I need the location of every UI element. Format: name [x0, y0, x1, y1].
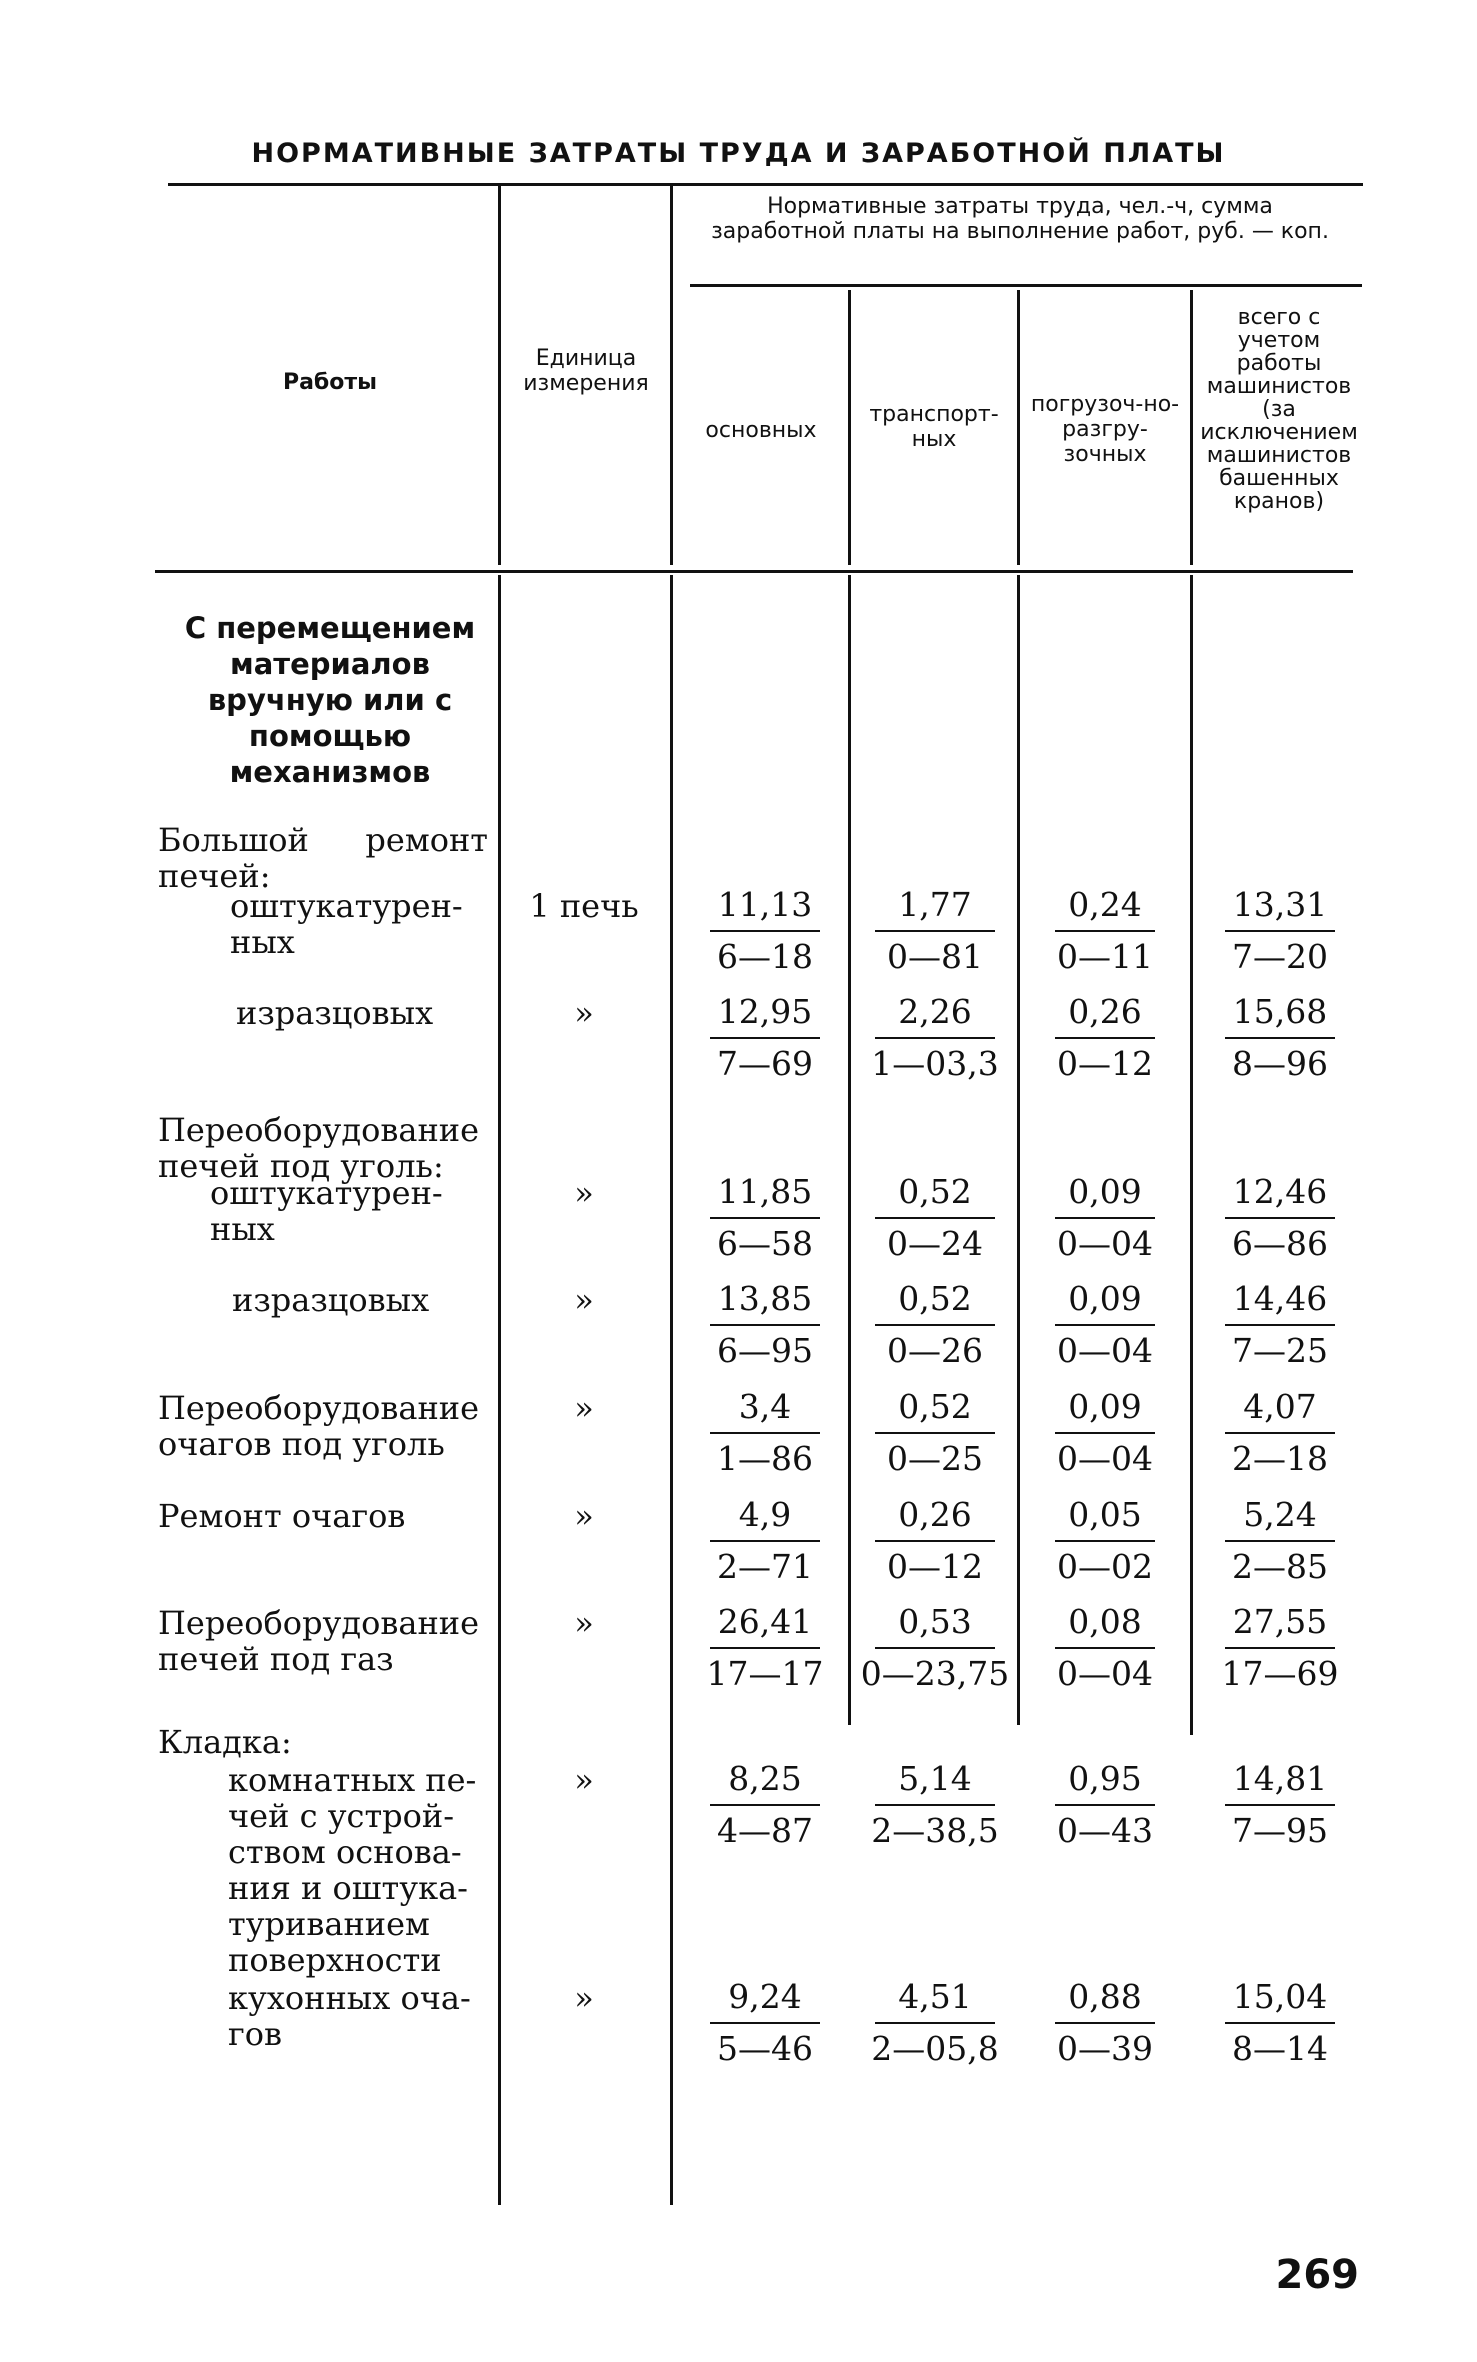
cell-main-labor: 11,13	[717, 885, 813, 924]
header-main: основных	[705, 418, 817, 443]
cell-loading-labor: 0,05	[1068, 1495, 1142, 1534]
fraction-line	[1055, 1037, 1155, 1039]
page-number: 269	[1275, 2252, 1359, 2298]
header-works: Работы	[282, 370, 378, 395]
row-unit: »	[574, 1604, 594, 1642]
fraction-line	[875, 1217, 995, 1219]
cell-main-wage: 6—58	[717, 1224, 813, 1263]
cell-transport-wage: 0—26	[887, 1331, 983, 1370]
cell-main-labor: 3,4	[738, 1387, 792, 1426]
cell-total-wage: 7—95	[1232, 1811, 1328, 1850]
cell-total-labor: 27,55	[1232, 1602, 1328, 1641]
row-unit: »	[574, 1281, 594, 1319]
fraction-line	[1225, 1540, 1335, 1542]
col-divider-3	[848, 290, 851, 565]
row-unit: »	[574, 1174, 594, 1212]
row-unit: »	[574, 1389, 594, 1427]
group-label-big-repair: Большой ремонт печей:	[158, 821, 488, 895]
cell-loading-labor: 0,09	[1068, 1387, 1142, 1426]
cell-main-wage: 5—46	[717, 2029, 813, 2068]
cell-transport-wage: 0—24	[887, 1224, 983, 1263]
cell-transport-labor: 2,26	[898, 992, 972, 1031]
fraction-line	[710, 1647, 820, 1649]
cell-main-wage: 17—17	[706, 1654, 824, 1693]
body-divider-2	[670, 575, 673, 2205]
cell-loading-wage: 0—43	[1057, 1811, 1153, 1850]
row-label: изразцовых	[236, 994, 434, 1032]
cell-total-labor: 15,68	[1232, 992, 1328, 1031]
cell-total-labor: 5,24	[1243, 1495, 1317, 1534]
cell-total-labor: 12,46	[1232, 1172, 1328, 1211]
col-divider-5	[1190, 290, 1193, 565]
cell-main-labor: 12,95	[717, 992, 813, 1031]
row-label: Переоборудование очагов под уголь	[158, 1389, 480, 1463]
row-label: комнатных пе-чей с устрой-ством основа-ния и оштука-туриванием поверхности	[228, 1761, 477, 1979]
fraction-line	[1225, 1804, 1335, 1806]
cell-total-labor: 14,81	[1232, 1759, 1328, 1798]
cell-loading-labor: 0,95	[1068, 1759, 1142, 1798]
cell-transport-labor: 5,14	[898, 1759, 972, 1798]
fraction-line	[1055, 1432, 1155, 1434]
cell-transport-labor: 0,52	[898, 1172, 972, 1211]
fraction-line	[1225, 1432, 1335, 1434]
cell-loading-labor: 0,26	[1068, 992, 1142, 1031]
group-label-masonry: Кладка:	[158, 1723, 292, 1761]
row-label: оштукатурен-ных	[210, 1174, 443, 1248]
header-unit: Единица измерения	[523, 346, 649, 396]
cell-transport-wage: 1—03,3	[871, 1044, 999, 1083]
cell-transport-wage: 0—81	[887, 937, 983, 976]
fraction-line	[710, 1432, 820, 1434]
cell-total-labor: 14,46	[1232, 1279, 1328, 1318]
fraction-line	[1055, 1217, 1155, 1219]
cell-main-wage: 1—86	[717, 1439, 813, 1478]
cell-transport-wage: 0—12	[887, 1547, 983, 1586]
fraction-line	[875, 1432, 995, 1434]
fraction-line	[710, 1037, 820, 1039]
cell-main-labor: 4,9	[738, 1495, 792, 1534]
fraction-line	[1055, 930, 1155, 932]
cell-total-wage: 6—86	[1232, 1224, 1328, 1263]
cell-transport-labor: 1,77	[898, 885, 972, 924]
fraction-line	[1225, 1324, 1335, 1326]
cell-loading-labor: 0,09	[1068, 1279, 1142, 1318]
fraction-line	[1225, 1647, 1335, 1649]
col-divider-2	[670, 185, 673, 565]
fraction-line	[710, 1540, 820, 1542]
fraction-line	[710, 930, 820, 932]
fraction-line	[875, 1324, 995, 1326]
col-divider-1	[498, 185, 501, 565]
cell-loading-wage: 0—11	[1057, 937, 1153, 976]
cell-main-wage: 4—87	[717, 1811, 813, 1850]
fraction-line	[1055, 1804, 1155, 1806]
cell-loading-wage: 0—04	[1057, 1439, 1153, 1478]
cell-transport-labor: 0,53	[898, 1602, 972, 1641]
cell-total-wage: 2—18	[1232, 1439, 1328, 1478]
row-unit: »	[574, 1761, 594, 1799]
cell-main-wage: 2—71	[717, 1547, 813, 1586]
cell-transport-labor: 0,52	[898, 1279, 972, 1318]
section-title: С перемещением материалов вручную или с помощью механизмов	[184, 611, 476, 789]
fraction-line	[875, 1037, 995, 1039]
top-rule	[168, 183, 1363, 186]
header-norms-group: Нормативные затраты труда, чел.-ч, сумма заработной платы на выполнение работ, руб. — коп.	[711, 194, 1329, 244]
row-unit: »	[574, 1497, 594, 1535]
group-header-rule	[690, 284, 1362, 287]
cell-total-wage: 7—25	[1232, 1331, 1328, 1370]
fraction-line	[1225, 1217, 1335, 1219]
cell-loading-wage: 0—39	[1057, 2029, 1153, 2068]
cell-main-labor: 11,85	[717, 1172, 813, 1211]
cell-transport-wage: 0—23,75	[860, 1654, 1010, 1693]
cell-main-labor: 8,25	[728, 1759, 802, 1798]
cell-loading-labor: 0,09	[1068, 1172, 1142, 1211]
header-total: всего с учетом работы машинистов (за исключением машинистов башенных кранов)	[1200, 305, 1358, 514]
fraction-line	[875, 930, 995, 932]
fraction-line	[875, 1540, 995, 1542]
cell-transport-wage: 2—05,8	[871, 2029, 999, 2068]
cell-transport-labor: 4,51	[898, 1977, 972, 2016]
fraction-line	[1225, 1037, 1335, 1039]
group-label-conv-coal: Переоборудование печей под уголь:	[158, 1111, 480, 1185]
cell-total-labor: 13,31	[1232, 885, 1328, 924]
row-label: кухонных оча-гов	[228, 1979, 471, 2053]
col-divider-4	[1017, 290, 1020, 565]
row-unit: 1 печь	[529, 887, 639, 925]
cell-total-labor: 15,04	[1232, 1977, 1328, 2016]
cell-transport-labor: 0,26	[898, 1495, 972, 1534]
cell-main-labor: 9,24	[728, 1977, 802, 2016]
fraction-line	[1225, 2022, 1335, 2024]
cell-loading-wage: 0—12	[1057, 1044, 1153, 1083]
row-label: Переоборудование печей под газ	[158, 1604, 480, 1678]
fraction-line	[1055, 1324, 1155, 1326]
cell-loading-wage: 0—04	[1057, 1331, 1153, 1370]
fraction-line	[710, 1324, 820, 1326]
header-transport: транспорт-ных	[869, 402, 999, 452]
cell-total-wage: 7—20	[1232, 937, 1328, 976]
cell-total-wage: 8—96	[1232, 1044, 1328, 1083]
header-loading: погрузоч-но-разгру-зочных	[1030, 392, 1180, 467]
fraction-line	[1225, 930, 1335, 932]
cell-transport-labor: 0,52	[898, 1387, 972, 1426]
cell-total-wage: 17—69	[1221, 1654, 1339, 1693]
cell-loading-labor: 0,08	[1068, 1602, 1142, 1641]
fraction-line	[875, 1804, 995, 1806]
cell-main-labor: 26,41	[717, 1602, 813, 1641]
row-label: изразцовых	[232, 1281, 430, 1319]
cell-transport-wage: 2—38,5	[871, 1811, 999, 1850]
row-unit: »	[574, 1979, 594, 2017]
fraction-line	[1055, 1647, 1155, 1649]
cell-loading-wage: 0—04	[1057, 1654, 1153, 1693]
cell-main-labor: 13,85	[717, 1279, 813, 1318]
cell-loading-wage: 0—02	[1057, 1547, 1153, 1586]
cell-loading-labor: 0,88	[1068, 1977, 1142, 2016]
cell-transport-wage: 0—25	[887, 1439, 983, 1478]
fraction-line	[875, 1647, 995, 1649]
fraction-line	[1055, 1540, 1155, 1542]
body-divider-5	[1190, 575, 1193, 1735]
row-unit: »	[574, 994, 594, 1032]
cell-total-wage: 8—14	[1232, 2029, 1328, 2068]
fraction-line	[710, 2022, 820, 2024]
cell-loading-labor: 0,24	[1068, 885, 1142, 924]
fraction-line	[710, 1217, 820, 1219]
fraction-line	[1055, 2022, 1155, 2024]
fraction-line	[875, 2022, 995, 2024]
cell-total-wage: 2—85	[1232, 1547, 1328, 1586]
row-label: оштукатурен-ных	[230, 887, 463, 961]
cell-loading-wage: 0—04	[1057, 1224, 1153, 1263]
row-label: Ремонт очагов	[158, 1497, 406, 1535]
fraction-line	[710, 1804, 820, 1806]
cell-main-wage: 6—18	[717, 937, 813, 976]
page-title: НОРМАТИВНЫЕ ЗАТРАТЫ ТРУДА И ЗАРАБОТНОЙ ПЛАТЫ	[251, 138, 1226, 169]
cell-main-wage: 7—69	[717, 1044, 813, 1083]
header-bottom-rule	[155, 570, 1353, 573]
cell-main-wage: 6—95	[717, 1331, 813, 1370]
cell-total-labor: 4,07	[1243, 1387, 1317, 1426]
